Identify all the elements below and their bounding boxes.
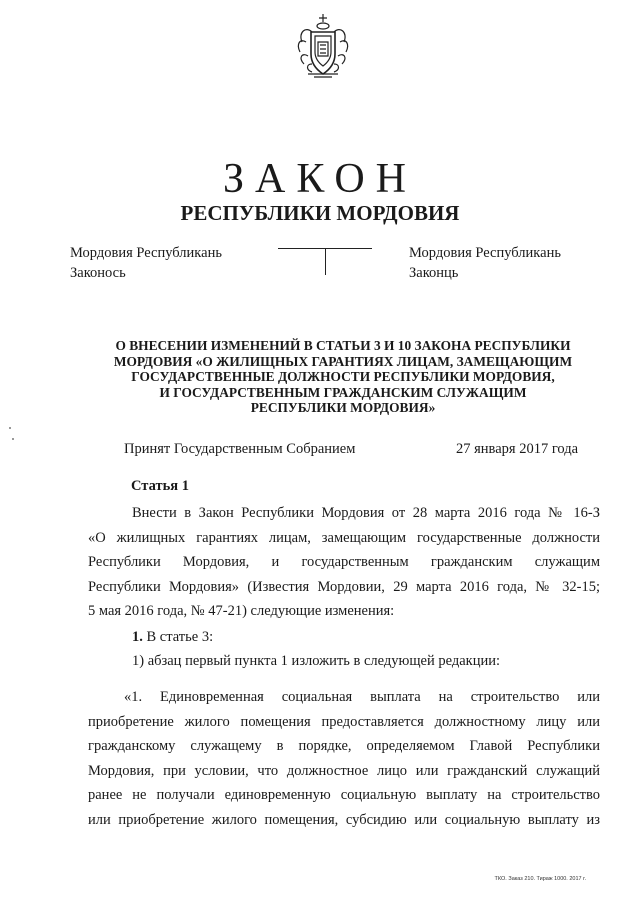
registration-divider [325,249,326,275]
text-line: гражданскому служащему в порядке, определяемом Главой Республики [88,738,600,754]
law-title-line: ГОСУДАРСТВЕННЫЕ ДОЛЖНОСТИ РЕСПУБЛИКИ МОРДОВИЯ, [131,369,555,385]
text-line: 1) абзац первый пункта 1 изложить в следующей редакции: [132,653,501,669]
subitem-1 [88,649,600,674]
scan-speck [12,438,14,440]
coat-of-arms-icon [294,12,352,80]
scan-speck [9,427,11,429]
left-header-line2: Законось [70,265,126,281]
item-1-text: В статье 3: [142,629,214,645]
text-line: «1. Единовременная социальная выплата на строительство или [124,689,600,705]
law-title-line: РЕСПУБЛИКИ МОРДОВИЯ» [250,400,436,416]
text-line: Внести в Закон Республики Мордовия от 28 марта 2016 года № 16-З [132,505,600,521]
article-heading: Статья 1 [131,478,189,494]
text-line: Мордовия, при условии, что должностное лицо или гражданский служащий [88,762,600,779]
item-1 [88,625,600,650]
adoption-date: 27 января 2017 года [456,441,579,457]
right-header-line2: Законць [409,265,459,281]
print-footer: ТКО. Заказ 210. Тираж 1000. 2017 г. [494,876,586,882]
right-header-block [409,243,561,283]
document-subtitle: РЕСПУБЛИКИ МОРДОВИЯ [180,201,460,225]
quoted-paragraph [88,685,600,832]
text-line: приобретение жилого помещения предоставляется должностному лицу или [88,713,600,730]
adoption-statement: Принят Государственным Собранием [124,441,356,457]
intro-paragraph [88,501,600,624]
text-line: Республики Мордовия, и государственным гражданским служащим [88,554,600,570]
text-line: «О жилищных гарантиях лицам, замещающим государственные должности [88,529,600,546]
text-line: или приобретение жилого помещения, субсидию или социальную выплату из [88,811,600,828]
law-title-line: МОРДОВИЯ «О ЖИЛИЩНЫХ ГАРАНТИЯХ ЛИЦАМ, ЗАМЕЩАЮЩИМ [113,353,573,369]
item-1-number: 1. [132,629,143,645]
law-title [86,338,600,416]
right-header-line1: Мордовия Республикань [409,245,561,261]
law-title-line: И ГОСУДАРСТВЕННЫМ ГРАЖДАНСКИМ СЛУЖАЩИМ [159,384,527,400]
left-header-line1: Мордовия Республикань [70,245,222,261]
text-line: ранее не получали единовременную социальную выплату на строительство [88,787,600,803]
text-line: Республики Мордовия» (Известия Мордовии, 29 марта 2016 года, № 32-15; [88,578,600,595]
item-1-line [88,625,600,650]
document-title: ЗАКОН [222,156,417,202]
left-header-block [70,243,222,283]
law-title-line: О ВНЕСЕНИИ ИЗМЕНЕНИЙ В СТАТЬИ 3 И 10 ЗАКОНА РЕСПУБЛИКИ [115,338,571,353]
text-line: 5 мая 2016 года, № 47-21) следующие изменения: [88,603,395,619]
